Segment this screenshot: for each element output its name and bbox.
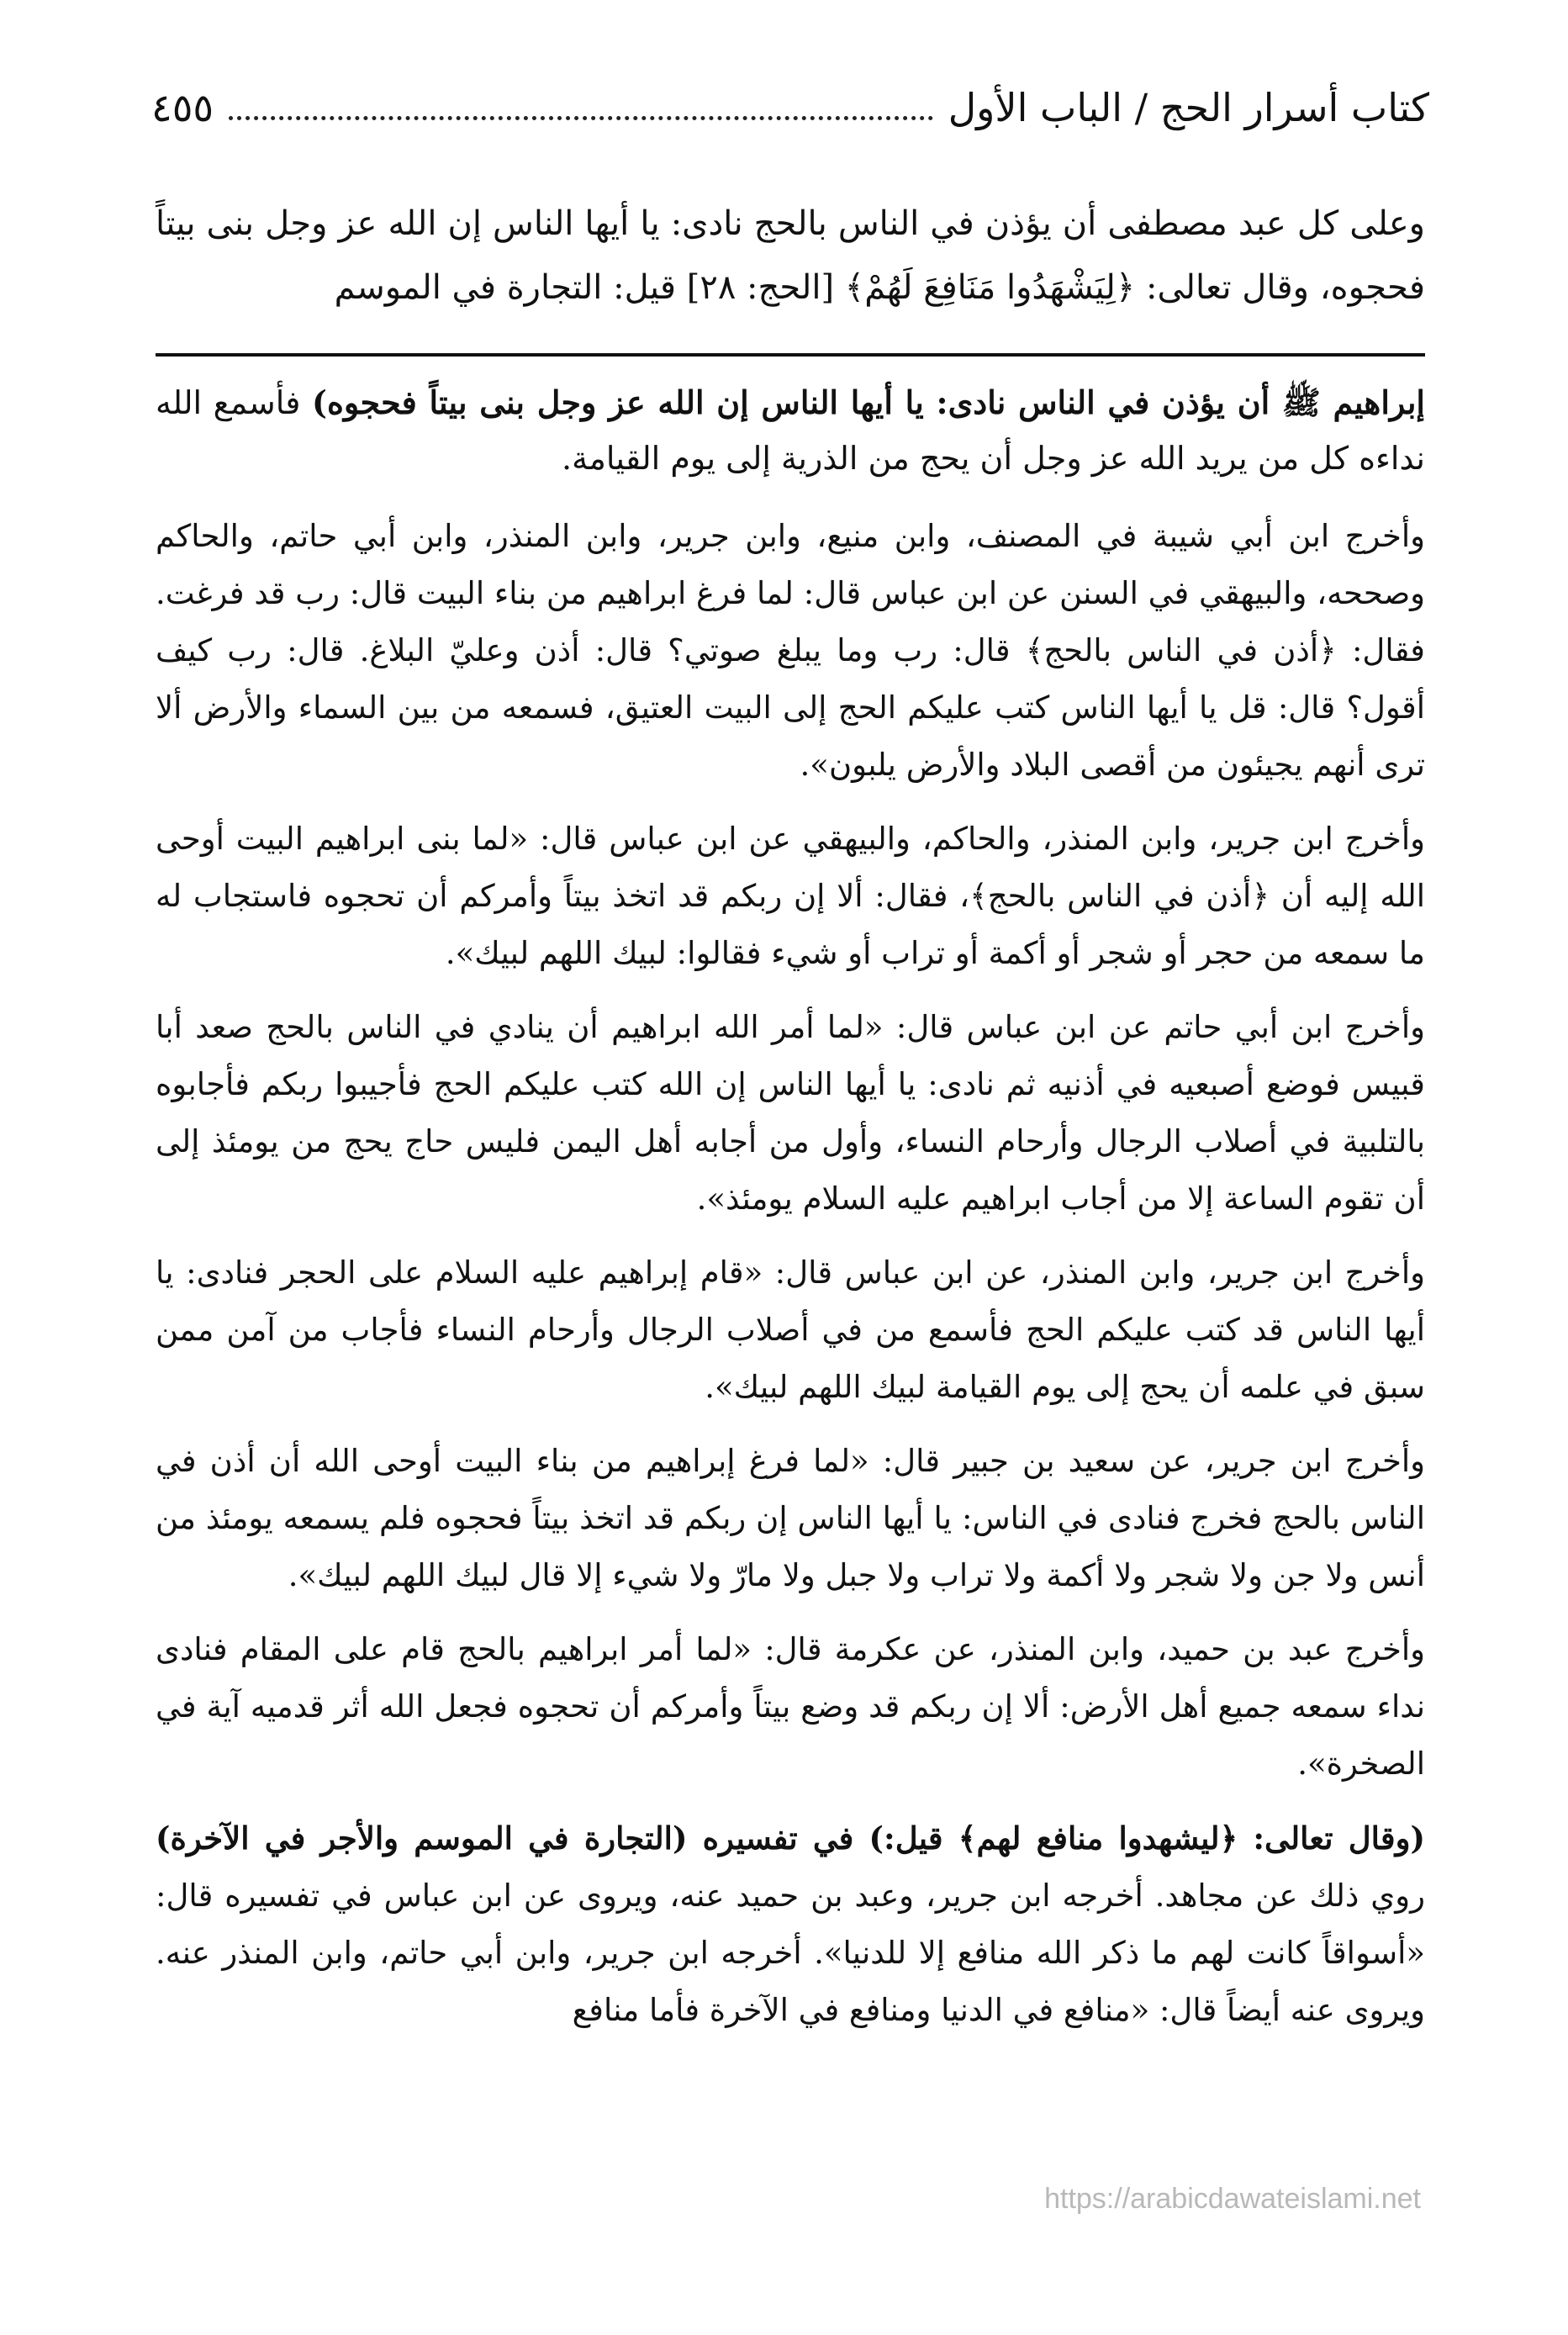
page-number: ٤٥٥: [151, 85, 214, 130]
commentary-paragraph: وأخرج ابن أبي شيبة في المصنف، وابن منيع، وابن جرير، وابن المنذر، وابن أبي حاتم، والحاكم وصححه، والبيهقي في السنن عن ابن عباس قال: لما فرغ ابراهيم من بناء البيت قال: رب قد فرغت. فقال: ﴿أذن في الناس بالحج﴾ قال: رب وما يبلغ صوتي؟ قال: أذن وعليّ البلاغ. قال: رب كيف أقول؟ قال: قل يا أيها الناس كتب عليكم الحج إلى البيت العتيق، فسمعه من بين السماء والأرض ألا ترى أنهم يجيئون من أقصى البلاد والأرض يلبون».: [156, 518, 1425, 783]
watermark-url: https://arabicdawateislami.net: [1044, 2183, 1421, 2215]
commentary-final-rest: روي ذلك عن مجاهد. أخرجه ابن جرير، وعبد بن حميد عنه، ويروى عن ابن عباس في تفسيره قال: «أسواقاً كانت لهم ما ذكر الله منافع إلا للدنيا». أخرجه ابن جرير، وابن أبي حاتم، وابن المنذر عنه. ويروى عنه أيضاً قال: «منافع في الدنيا ومنافع في الآخرة فأما منافع: [156, 1878, 1425, 2028]
commentary-opening: [156, 375, 1425, 486]
dotted-leader: [229, 116, 933, 120]
commentary-final-bold: (وقال تعالى: ﴿ليشهدوا منافع لهم﴾ قيل:) في تفسيره (التجارة في الموسم والأجر في الآخرة): [156, 1820, 1425, 1857]
commentary-paragraph: وأخرج ابن جرير، عن سعيد بن جبير قال: «لما فرغ إبراهيم من بناء البيت أوحى الله أن أذن في الناس بالحج فخرج فنادى في الناس: يا أيها الناس إن ربكم قد اتخذ بيتاً فحجوه فلم يسمعه يومئذ من أنس ولا جن ولا شجر ولا أكمة ولا تراب ولا جبل ولا مارّ ولا شيء إلا قال لبيك اللهم لبيك».: [156, 1443, 1425, 1593]
main-text: وعلى كل عبد مصطفى أن يؤذن في الناس بالحج نادى: يا أيها الناس إن الله عز وجل بنى بيتاً فحجوه، وقال تعالى: ﴿لِيَشْهَدُوا مَنَافِعَ لَهُمْ﴾ [الحج: ٢٨] قيل: التجارة في الموسم: [156, 204, 1425, 307]
commentary-section: [156, 375, 1425, 2056]
page-header: [151, 74, 1429, 141]
commentary-paragraph: وأخرج ابن أبي حاتم عن ابن عباس قال: «لما أمر الله ابراهيم أن ينادي في الناس بالحج صعد أبا قبيس فوضع أصبعيه في أذنيه ثم نادى: يا أيها الناس إن الله كتب عليكم الحج فأجيبوا ربكم فأجابوه بالتلبية في أصلاب الرجال وأرحام النساء، وأول من أجابه أهل اليمن فليس حاج يحج من يومئذ إلى أن تقوم الساعة إلا من أجاب ابراهيم عليه السلام يومئذ».: [156, 1009, 1425, 1217]
running-title: كتاب أسرار الحج / الباب الأول: [948, 85, 1429, 130]
commentary-paragraph: وأخرج ابن جرير، وابن المنذر، عن ابن عباس قال: «قام إبراهيم عليه السلام على الحجر فنادى: يا أيها الناس قد كتب عليكم الحج فأسمع من في أصلاب الرجال وأرحام النساء فأجاب من آمن ممن سبق في علمه أن يحج إلى يوم القيامة لبيك اللهم لبيك».: [156, 1255, 1425, 1405]
commentary-paragraph: وأخرج ابن جرير، وابن المنذر، والحاكم، والبيهقي عن ابن عباس قال: «لما بنى ابراهيم البيت أوحى الله إليه أن ﴿أذن في الناس بالحج﴾، فقال: ألا إن ربكم قد اتخذ بيتاً وأمركم أن تحجوه فاستجاب له ما سمعه من حجر أو شجر أو أكمة أو تراب أو شيء فقالوا: لبيك اللهم لبيك».: [156, 821, 1425, 971]
commentary-opening-bold: إبراهيم ﷺ أن يؤذن في الناس نادى: يا أيها الناس إن الله عز وجل بنى بيتاً فحجوه): [312, 383, 1425, 421]
commentary-opening-rest: فأسمع الله نداءه كل من يريد الله عز وجل أن يحج من الذرية إلى يوم القيامة.: [156, 384, 1425, 477]
separator-rule: [156, 353, 1425, 357]
commentary-final: [156, 1809, 1425, 2039]
commentary-paragraph: وأخرج عبد بن حميد، وابن المنذر، عن عكرمة قال: «لما أمر ابراهيم بالحج قام على المقام فنادى نداء سمعه جميع أهل الأرض: ألا إن ربكم قد وضع بيتاً وأمركم أن تحجوه فجعل الله أثر قدميه آية في الصخرة».: [156, 1631, 1425, 1782]
